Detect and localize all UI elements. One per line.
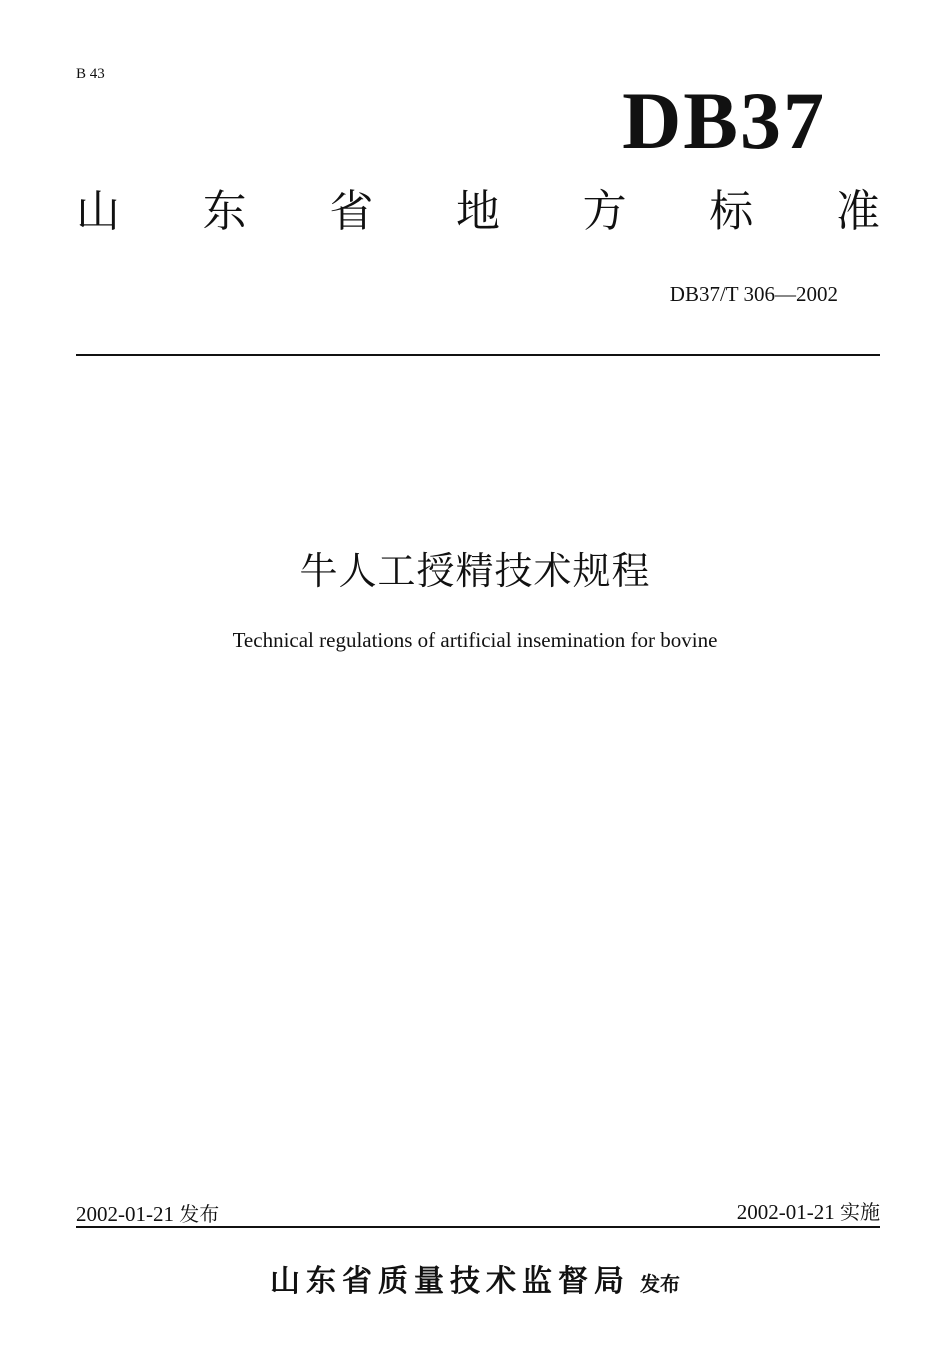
standard-type-char: 东 [202,186,247,237]
standard-type-char: 省 [329,186,374,237]
standard-code: DB37 [622,75,826,166]
standard-type-char: 地 [455,186,500,237]
standard-type-char: 方 [582,186,627,237]
standard-type-char: 标 [709,186,754,237]
issue-date: 2002-01-21 [76,1202,174,1226]
publisher-line [0,1256,950,1300]
title-english: Technical regulations of artificial insemination for bovine [232,628,718,652]
standard-type-char: 山 [76,186,120,237]
classification-code: B 43 [76,66,105,82]
implementation-date-line [737,1196,880,1225]
implementation-date: 2002-01-21 [736,1200,835,1224]
implementation-label: 实施 [840,1200,880,1224]
publisher-org: 山东省质量技术监督局 [270,1264,630,1299]
publisher-verb: 发布 [640,1272,680,1296]
issue-label: 发布 [179,1202,220,1226]
footer-divider [76,1226,880,1228]
issue-date-line [76,1198,219,1227]
title-chinese: 牛人工授精技术规程 [299,549,651,593]
standard-type [76,186,880,237]
standard-type-char: 准 [835,186,880,237]
header-divider [76,354,880,356]
standard-number: DB37/T 306—2002 [669,282,838,306]
